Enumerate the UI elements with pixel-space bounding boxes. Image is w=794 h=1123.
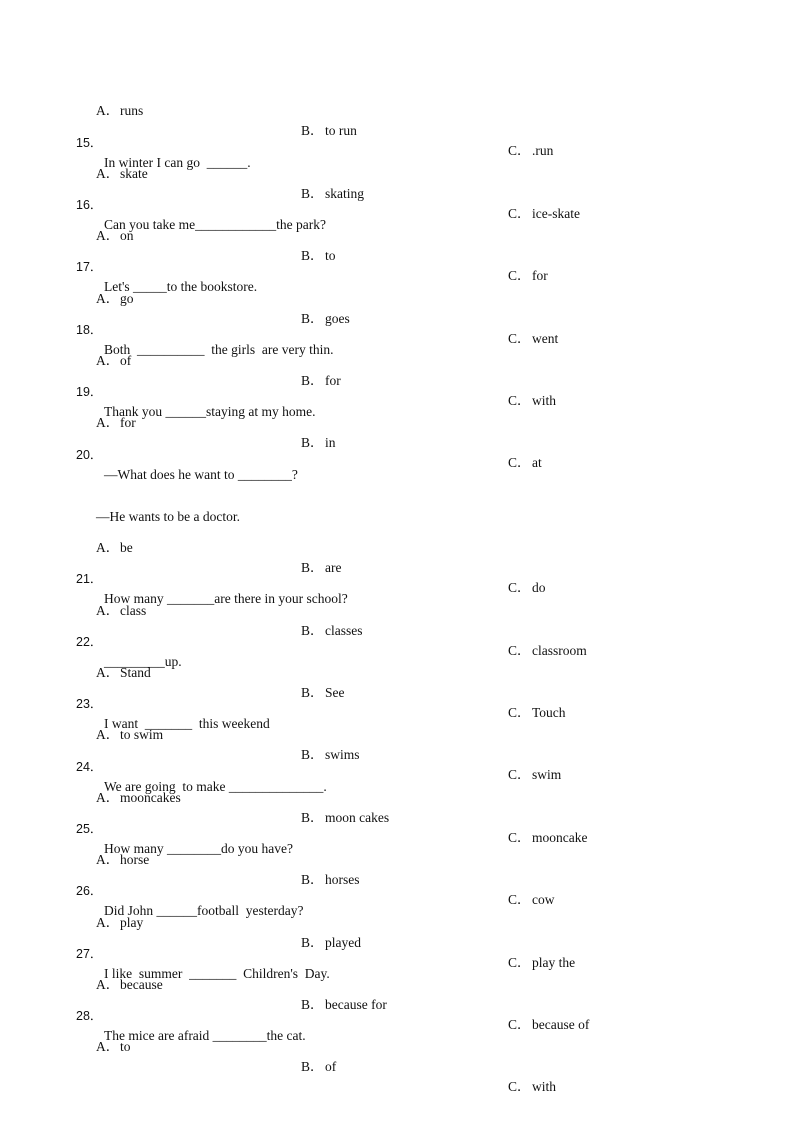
option-letter: C． [508, 1017, 531, 1032]
option-letter: B． [301, 123, 324, 138]
option-text: Stand [120, 665, 151, 680]
option-letter: A． [96, 727, 120, 742]
option-text: be [120, 540, 133, 555]
question-number: 18． [76, 323, 103, 337]
option-text: See [325, 685, 345, 700]
option-text: play the [532, 955, 576, 970]
option-letter: A． [96, 103, 120, 118]
option-text: cow [532, 892, 555, 907]
option-letter: A． [96, 228, 120, 243]
question-text: The mice are afraid ________the cat. [104, 1028, 306, 1043]
question-number: 23． [76, 697, 103, 711]
option-text: ice-skate [532, 206, 580, 221]
option-text: runs [120, 103, 144, 118]
question-row [0, 425, 794, 482]
question-text: Both __________ the girls are very thin. [104, 342, 334, 357]
option-letter: C． [508, 143, 531, 158]
option-text: goes [325, 311, 350, 326]
option-letter: C． [508, 393, 531, 408]
option-text: horse [120, 852, 150, 867]
option-text: of [120, 353, 132, 368]
question-text: Let's _____to the bookstore. [104, 279, 258, 294]
option-letter: C． [508, 767, 531, 782]
question-number: 22． [76, 635, 103, 649]
option-letter: A． [96, 166, 120, 181]
option-letter: C． [508, 580, 531, 595]
option-letter: A． [96, 291, 120, 306]
option-text: mooncake [532, 830, 588, 845]
question-text: I like summer _______ Children's Day. [104, 966, 330, 981]
option-letter: B． [301, 685, 324, 700]
question-number: 20． [76, 448, 103, 462]
question-text: _________up. [104, 654, 182, 669]
option-letter: C． [508, 331, 531, 346]
option-letter: A． [96, 353, 120, 368]
option-text: because for [325, 997, 387, 1012]
option-letter: B． [301, 872, 324, 887]
option-text: classroom [532, 643, 587, 658]
question-number: 24． [76, 760, 103, 774]
option-text: because [120, 977, 163, 992]
option-text: skating [325, 186, 364, 201]
question-text: Thank you ______staying at my home. [104, 404, 316, 419]
dialogue-answer: —He wants to be a doctor. [96, 509, 240, 524]
option-letter: B． [301, 810, 324, 825]
option-text: Touch [532, 705, 566, 720]
option-text: mooncakes [120, 790, 181, 805]
question-number: 19． [76, 385, 103, 399]
option-text: skate [120, 166, 148, 181]
option-letter: C． [508, 830, 531, 845]
option-text: go [120, 291, 134, 306]
option-text: are [325, 560, 342, 575]
option-text: to swim [120, 727, 164, 742]
option-text: to [120, 1039, 131, 1054]
option-b[interactable] [301, 1057, 336, 1077]
option-text: classes [325, 623, 363, 638]
option-letter: A． [96, 665, 120, 680]
question-number: 28． [76, 1009, 103, 1023]
option-letter: C． [508, 892, 531, 907]
question-text: I want _______ this weekend [104, 716, 270, 731]
option-letter: A． [96, 852, 120, 867]
option-letter: A． [96, 790, 120, 805]
question-text: —What does he want to ________? [104, 467, 298, 482]
option-letter: A． [96, 540, 120, 555]
option-letter: B． [301, 747, 324, 762]
option-text: class [120, 603, 147, 618]
option-letter: C． [508, 268, 531, 283]
question-text: We are going to make ______________. [104, 779, 327, 794]
option-letter: C． [508, 955, 531, 970]
option-letter: B． [301, 997, 324, 1012]
question-number: 21． [76, 572, 103, 586]
option-text: for [532, 268, 548, 283]
option-letter: B． [301, 373, 324, 388]
question-number: 27． [76, 947, 103, 961]
option-text: moon cakes [325, 810, 390, 825]
option-text: because of [532, 1017, 590, 1032]
option-text: of [325, 1059, 337, 1074]
option-text: on [120, 228, 134, 243]
option-letter: A． [96, 1039, 120, 1054]
option-text: for [120, 415, 136, 430]
option-letter: C． [508, 1079, 531, 1094]
option-text: swim [532, 767, 562, 782]
option-letter: A． [96, 415, 120, 430]
option-letter: B． [301, 311, 324, 326]
option-letter: C． [508, 455, 531, 470]
option-text: in [325, 435, 336, 450]
question-number: 25． [76, 822, 103, 836]
option-text: do [532, 580, 546, 595]
option-letter: A． [96, 915, 120, 930]
option-text: swims [325, 747, 360, 762]
option-text: horses [325, 872, 360, 887]
question-number: 26． [76, 884, 103, 898]
question-text: Did John ______football yesterday? [104, 903, 304, 918]
answer-row [0, 487, 794, 524]
option-letter: A． [96, 603, 120, 618]
question-number: 15． [76, 136, 103, 150]
option-letter: A． [96, 977, 120, 992]
option-text: play [120, 915, 144, 930]
option-letter: B． [301, 560, 324, 575]
option-letter: B． [301, 623, 324, 638]
option-c[interactable] [508, 1077, 556, 1097]
option-text: went [532, 331, 559, 346]
option-text: for [325, 373, 341, 388]
option-text: at [532, 455, 542, 470]
option-letter: C． [508, 206, 531, 221]
option-letter: B． [301, 248, 324, 263]
question-text: How many _______are there in your school? [104, 591, 348, 606]
option-text: played [325, 935, 361, 950]
option-text: with [532, 393, 557, 408]
option-letter: B． [301, 186, 324, 201]
option-text: .run [532, 143, 554, 158]
option-letter: C． [508, 705, 531, 720]
question-number: 16． [76, 198, 103, 212]
option-letter: B． [301, 935, 324, 950]
option-letter: C． [508, 643, 531, 658]
question-text: Can you take me____________the park? [104, 217, 326, 232]
question-text: How many ________do you have? [104, 841, 293, 856]
option-c[interactable] [508, 453, 542, 473]
question-text: In winter I can go ______. [104, 155, 251, 170]
question-number: 17． [76, 260, 103, 274]
option-letter: B． [301, 435, 324, 450]
option-letter: B． [301, 1059, 324, 1074]
option-a[interactable] [96, 1037, 131, 1057]
option-text: with [532, 1079, 557, 1094]
option-text: to [325, 248, 336, 263]
option-text: to run [325, 123, 357, 138]
options-row [0, 1017, 794, 1094]
